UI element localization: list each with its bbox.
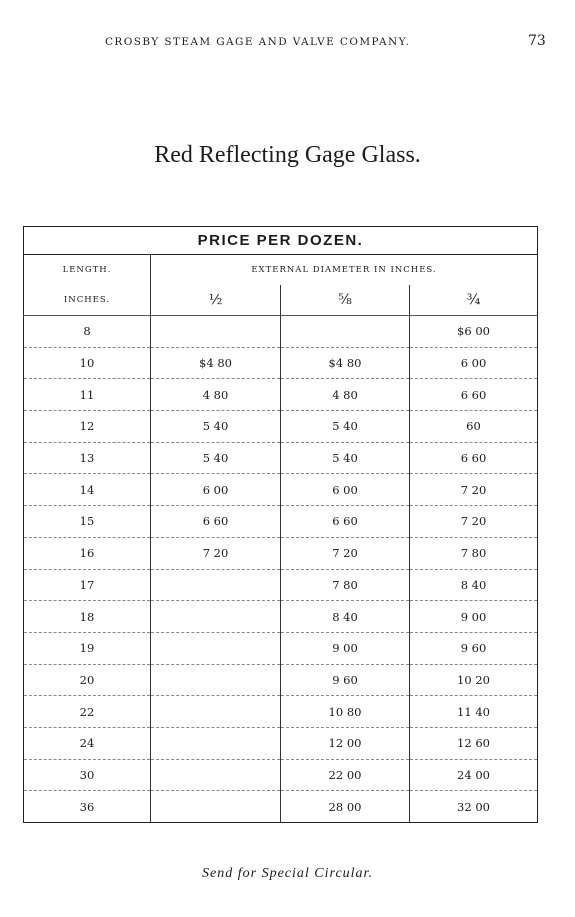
price-cell-five-eighths: 22 00 (281, 759, 410, 791)
table-row (24, 601, 538, 633)
table-row (24, 569, 538, 601)
price-cell-three-quarters: 7 80 (410, 537, 538, 569)
price-cell-five-eighths: 5 40 (281, 442, 410, 474)
price-cell-five-eighths: $4 80 (281, 347, 410, 379)
table-row (24, 379, 538, 411)
price-cell-five-eighths (281, 316, 410, 348)
price-cell-three-quarters: 6 60 (410, 379, 538, 411)
price-cell-half (151, 632, 281, 664)
length-cell: 24 (24, 727, 151, 759)
price-cell-half (151, 759, 281, 791)
price-cell-five-eighths: 6 00 (281, 474, 410, 506)
table-row (24, 537, 538, 569)
length-cell: 10 (24, 347, 151, 379)
length-cell: 17 (24, 569, 151, 601)
price-cell-five-eighths: 28 00 (281, 791, 410, 823)
price-cell-five-eighths: 5 40 (281, 411, 410, 443)
price-cell-half (151, 696, 281, 728)
price-cell-five-eighths: 7 20 (281, 537, 410, 569)
price-cell-three-quarters: 10 20 (410, 664, 538, 696)
length-header: LENGTH. (24, 255, 151, 286)
price-cell-half (151, 601, 281, 633)
price-cell-five-eighths: 12 00 (281, 727, 410, 759)
price-cell-three-quarters: 6 00 (410, 347, 538, 379)
table-row (24, 442, 538, 474)
length-cell: 20 (24, 664, 151, 696)
price-cell-half (151, 316, 281, 348)
length-cell: 11 (24, 379, 151, 411)
diameter-three-quarters: ¾ (466, 292, 481, 308)
table-row (24, 347, 538, 379)
table-row (24, 506, 538, 538)
price-cell-half (151, 727, 281, 759)
price-cell-half: $4 80 (151, 347, 281, 379)
price-cell-three-quarters: 7 20 (410, 474, 538, 506)
length-cell: 14 (24, 474, 151, 506)
price-cell-half: 5 40 (151, 442, 281, 474)
price-cell-half (151, 791, 281, 823)
price-cell-five-eighths: 7 80 (281, 569, 410, 601)
price-cell-five-eighths: 4 80 (281, 379, 410, 411)
page-title: Red Reflecting Gage Glass. (154, 142, 421, 168)
price-cell-three-quarters: 12 60 (410, 727, 538, 759)
price-cell-five-eighths: 6 60 (281, 506, 410, 538)
length-cell: 30 (24, 759, 151, 791)
price-cell-three-quarters: 24 00 (410, 759, 538, 791)
price-cell-half: 6 60 (151, 506, 281, 538)
table-row (24, 316, 538, 348)
price-cell-half: 6 00 (151, 474, 281, 506)
price-cell-three-quarters: 9 00 (410, 601, 538, 633)
table-row (24, 696, 538, 728)
price-cell-five-eighths: 8 40 (281, 601, 410, 633)
price-cell-half: 4 80 (151, 379, 281, 411)
length-cell: 18 (24, 601, 151, 633)
length-cell: 15 (24, 506, 151, 538)
table-row (24, 791, 538, 823)
price-cell-three-quarters: 9 60 (410, 632, 538, 664)
price-cell-three-quarters: 7 20 (410, 506, 538, 538)
page-number: 73 (528, 33, 546, 49)
length-cell: 8 (24, 316, 151, 348)
table-row (24, 474, 538, 506)
price-cell-five-eighths: 9 00 (281, 632, 410, 664)
price-cell-half: 7 20 (151, 537, 281, 569)
length-cell: 19 (24, 632, 151, 664)
length-cell: 13 (24, 442, 151, 474)
table-row (24, 664, 538, 696)
price-cell-five-eighths: 10 80 (281, 696, 410, 728)
price-cell-half: 5 40 (151, 411, 281, 443)
table-row (24, 727, 538, 759)
diameter-five-eighths: ⅝ (281, 285, 410, 316)
table-row (24, 632, 538, 664)
price-cell-three-quarters: $6 00 (410, 316, 538, 348)
price-cell-three-quarters: 11 40 (410, 696, 538, 728)
inches-header: INCHES. (24, 285, 151, 316)
table-row (24, 411, 538, 443)
price-cell-half (151, 664, 281, 696)
price-cell-three-quarters: 60 (410, 411, 538, 443)
price-table (23, 226, 538, 823)
diameter-half: ½ (151, 285, 281, 316)
length-cell: 22 (24, 696, 151, 728)
footer-note: Send for Special Circular. (202, 866, 373, 881)
table-row (24, 759, 538, 791)
length-cell: 36 (24, 791, 151, 823)
diameter-header: EXTERNAL DIAMETER IN INCHES. (251, 265, 437, 275)
length-cell: 12 (24, 411, 151, 443)
price-heading: PRICE PER DOZEN. (24, 227, 538, 255)
running-header: CROSBY STEAM GAGE AND VALVE COMPANY. (105, 36, 411, 48)
price-cell-three-quarters: 8 40 (410, 569, 538, 601)
price-cell-three-quarters: 6 60 (410, 442, 538, 474)
price-cell-five-eighths: 9 60 (281, 664, 410, 696)
length-cell: 16 (24, 537, 151, 569)
price-cell-three-quarters: 32 00 (410, 791, 538, 823)
price-cell-half (151, 569, 281, 601)
